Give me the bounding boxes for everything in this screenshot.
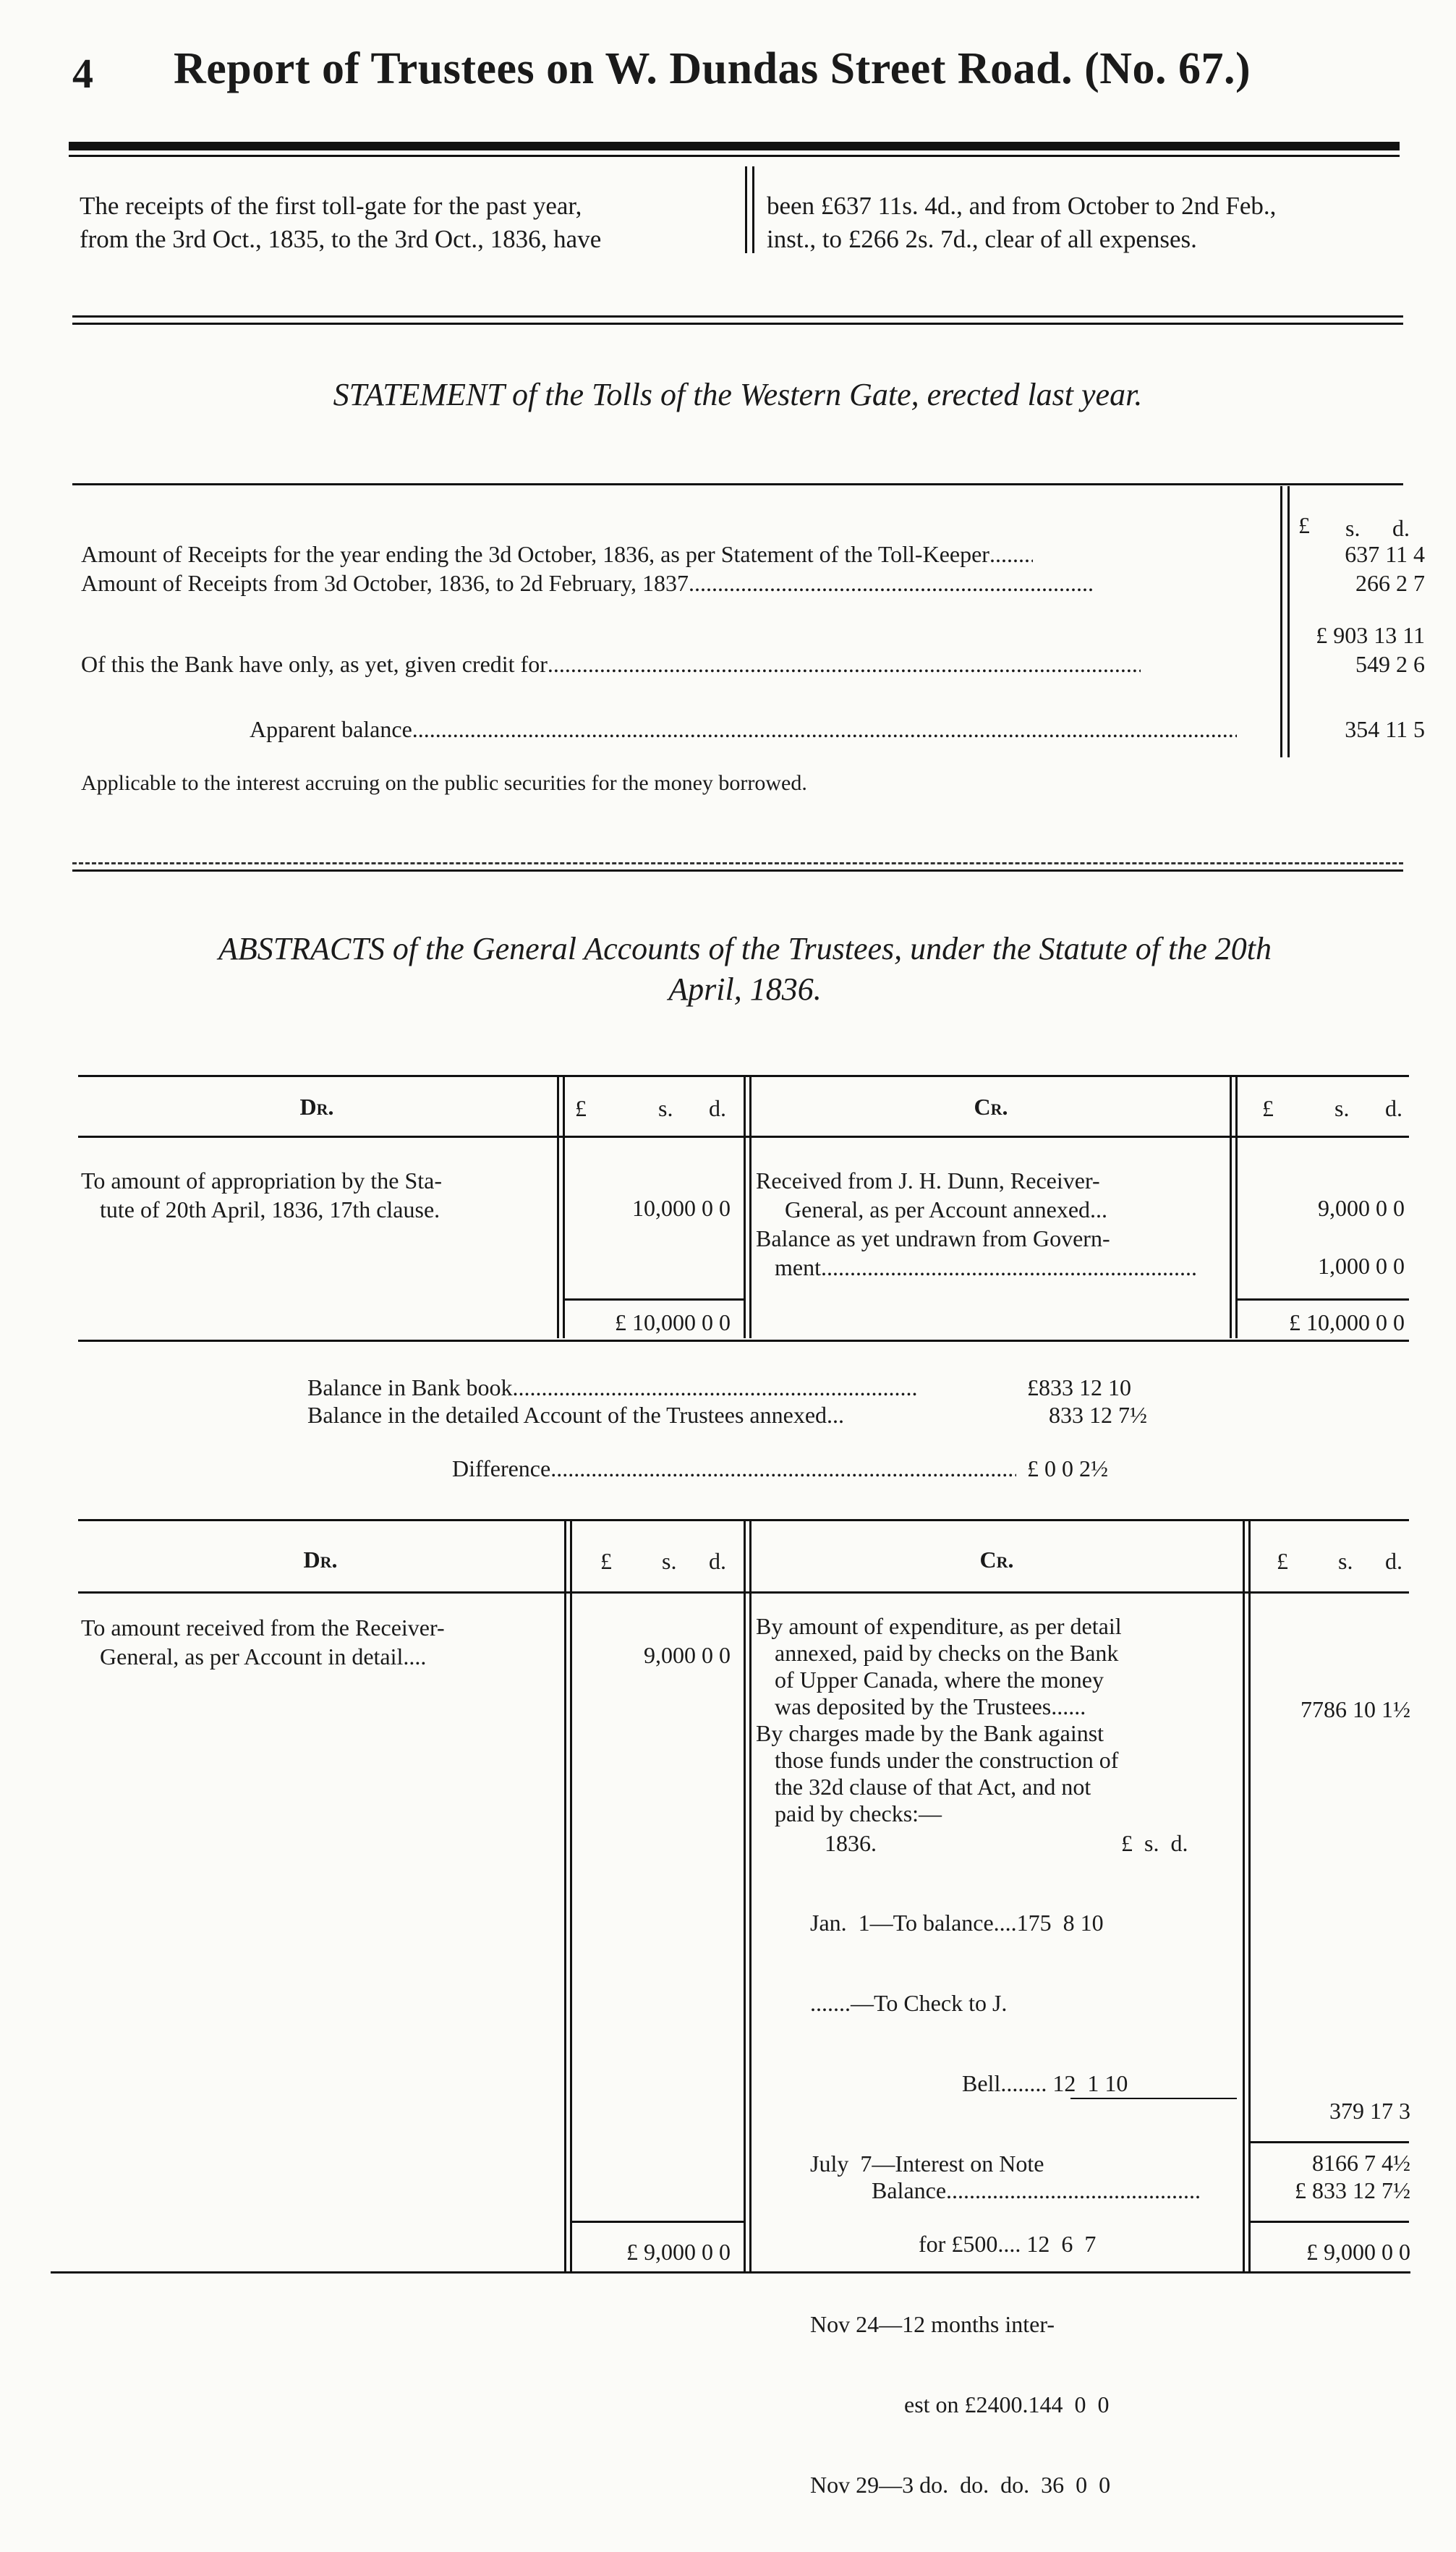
page-number: 4 bbox=[72, 50, 93, 97]
statement-row-2 bbox=[81, 570, 1274, 597]
statement-end-rule bbox=[72, 869, 1403, 872]
table2-total-rule bbox=[571, 2221, 745, 2223]
table2-cr-line: the 32d clause of that Act, and not bbox=[775, 1774, 1091, 1800]
statement-row-label: Amount of Receipts from 3d October, 1836, to 2d February, 1837 bbox=[81, 570, 689, 596]
table1-shillings-header: s. bbox=[658, 1095, 673, 1121]
bank-line-2: Balance in the detailed Account of the Trustees annexed... bbox=[307, 1402, 845, 1428]
header-rule-thin bbox=[69, 155, 1400, 157]
table2-pounds-header: £ bbox=[600, 1548, 612, 1574]
table2-divider bbox=[749, 1519, 752, 2271]
table2-dr-total: £ 9,000 0 0 bbox=[626, 2239, 731, 2265]
statement-total: £ 903 13 11 bbox=[1316, 622, 1425, 648]
table2-cr-sum: 8166 7 4½ bbox=[1312, 2150, 1410, 2176]
table2-dr-line: To amount received from the Receiver- bbox=[81, 1615, 445, 1641]
table1-dr-line: tute of 20th April, 1836, 17th clause. bbox=[100, 1196, 440, 1222]
table2-bottom-rule bbox=[51, 2271, 1410, 2274]
table1-cr-line: Balance as yet undrawn from Govern- bbox=[756, 1225, 1110, 1251]
table2-cr-total: £ 9,000 0 0 bbox=[1306, 2239, 1410, 2265]
statement-balance bbox=[250, 716, 1277, 743]
bank-line-value: £833 12 10 bbox=[1027, 1374, 1131, 1400]
table2-divider bbox=[564, 1519, 566, 2271]
intro-right-line: inst., to £266 2s. 7d., clear of all expenses. bbox=[767, 225, 1197, 253]
table1-cr-pence-header: d. bbox=[1385, 1095, 1402, 1121]
table2-sub-line: Nov 29—3 do. do. do. 36 0 0 bbox=[810, 2472, 1111, 2498]
statement-rule bbox=[72, 483, 1403, 485]
table2-cr-line: By amount of expenditure, as per detail bbox=[756, 1613, 1122, 1639]
table2-sub-rule bbox=[1070, 2098, 1237, 2099]
intro-right-line: been £637 11s. 4d., and from October to 2nd Feb., bbox=[767, 192, 1277, 220]
table1-cr-line: Received from J. H. Dunn, Receiver- bbox=[756, 1167, 1100, 1194]
table2-cr-pence-header: d. bbox=[1385, 1548, 1402, 1574]
table2-cr-line: paid by checks:— bbox=[775, 1800, 942, 1826]
table2-sub-line: Jan. 1—To balance....175 8 10 bbox=[810, 1910, 1104, 1936]
table1-cr-line-text: ment bbox=[775, 1254, 821, 1280]
statement-end-rule bbox=[72, 862, 1403, 864]
abstracts-title-line: April, 1836. bbox=[668, 971, 822, 1007]
table1-divider bbox=[557, 1075, 559, 1338]
table2-cr-line: was deposited by the Trustees...... bbox=[775, 1693, 1086, 1719]
table2-sub-line: .......—To Check to J. bbox=[810, 1990, 1008, 2016]
table1-cr-value: 1,000 0 0 bbox=[1318, 1253, 1405, 1279]
table2-balance-value: £ 833 12 7½ bbox=[1295, 2177, 1410, 2203]
table2-cr-pounds-header: £ bbox=[1277, 1548, 1288, 1574]
bank-difference bbox=[452, 1455, 1016, 1482]
intro-left bbox=[80, 190, 731, 256]
section-rule bbox=[72, 323, 1403, 325]
statement-row-1 bbox=[81, 541, 1274, 568]
table2-cr-line: annexed, paid by checks on the Bank bbox=[775, 1640, 1119, 1666]
abstracts-title-line: ABSTRACTS of the General Accounts of the Trustees, under the Statute of the 20th bbox=[218, 931, 1272, 966]
table2-sub-line: Bell........ 12 1 10 bbox=[962, 2070, 1128, 2096]
table2-cr-value: 379 17 3 bbox=[1329, 2098, 1410, 2124]
table2-balance bbox=[872, 2177, 1199, 2204]
table2-cr-line: those funds under the construction of bbox=[775, 1747, 1119, 1773]
page-title: Report of Trustees on W. Dundas Street Road. (No. 67.) bbox=[174, 44, 1251, 93]
intro-left-line: The receipts of the first toll-gate for the past year, bbox=[80, 192, 582, 220]
table2-divider bbox=[570, 1519, 572, 2271]
statement-shillings-header: s. bbox=[1345, 515, 1361, 541]
table2-cr-line: By charges made by the Bank against bbox=[756, 1720, 1104, 1746]
table1-dr-total: £ 10,000 0 0 bbox=[615, 1309, 731, 1335]
table2-cr-shillings-header: s. bbox=[1338, 1548, 1353, 1574]
statement-row-label: Amount of Receipts for the year ending the 3d October, 1836, as per Statement of the Toll-Keeper bbox=[81, 541, 989, 567]
table2-sum-rule bbox=[1250, 2141, 1409, 2143]
table2-dr-line: General, as per Account in detail.... bbox=[100, 1643, 427, 1670]
table2-sub-line: Nov 24—12 months inter- bbox=[810, 2311, 1055, 2337]
table2-divider bbox=[1243, 1519, 1245, 2271]
statement-row-value: 549 2 6 bbox=[1355, 651, 1425, 677]
table2-sub-account bbox=[810, 1856, 1128, 2552]
statement-title: STATEMENT of the Tolls of the Western Gate, erected last year. bbox=[333, 377, 1143, 412]
table2-sub-line: est on £2400.144 0 0 bbox=[904, 2391, 1110, 2417]
table1-cr-header: Cr. bbox=[974, 1094, 1008, 1120]
table2-cr-value: 7786 10 1½ bbox=[1300, 1696, 1410, 1722]
bank-difference-label: Difference... bbox=[452, 1455, 569, 1481]
table1-cr-line: General, as per Account annexed... bbox=[785, 1196, 1108, 1222]
table1-sum-rule bbox=[564, 1298, 745, 1301]
table1-cr-value: 9,000 0 0 bbox=[1318, 1195, 1405, 1221]
statement-row-value: 637 11 4 bbox=[1345, 541, 1425, 567]
statement-note: Applicable to the interest accruing on the public securities for the money borrowed. bbox=[81, 771, 807, 795]
table2-dr-text bbox=[81, 1613, 445, 1671]
table2-shillings-header: s. bbox=[662, 1548, 677, 1574]
table2-sub-year: 1836. bbox=[825, 1830, 877, 1856]
statement-pounds-header: £ bbox=[1298, 512, 1310, 538]
table1-cr-total: £ 10,000 0 0 bbox=[1289, 1309, 1405, 1335]
header-rule bbox=[69, 142, 1400, 150]
table1-divider bbox=[1230, 1075, 1232, 1338]
table2-total-rule bbox=[1250, 2221, 1409, 2223]
table1-sum-rule bbox=[1237, 1298, 1409, 1301]
bank-line-value: 833 12 7½ bbox=[1049, 1402, 1147, 1428]
abstracts-title bbox=[72, 929, 1418, 1010]
statement-pence-header: d. bbox=[1392, 515, 1410, 541]
intro-right bbox=[767, 190, 1418, 256]
bank-difference-value: £ 0 0 2½ bbox=[1027, 1455, 1108, 1481]
table1-cr-text bbox=[756, 1166, 1197, 1282]
table2-balance-label: Balance bbox=[872, 2177, 947, 2203]
table2-dr-header: Dr. bbox=[303, 1547, 338, 1573]
table1-bottom-rule bbox=[78, 1340, 1409, 1342]
table1-dr-line: To amount of appropriation by the Sta- bbox=[81, 1167, 442, 1194]
table2-sub-line: July 7—Interest on Note bbox=[810, 2151, 1044, 2177]
statement-row-label: Of this the Bank have only, as yet, given credit for bbox=[81, 651, 548, 677]
bank-line-label: Balance in Bank book bbox=[307, 1374, 513, 1400]
table1-cr-pounds-header: £ bbox=[1262, 1095, 1274, 1121]
table2-pence-header: d. bbox=[709, 1548, 726, 1574]
table2-dr-value: 9,000 0 0 bbox=[644, 1642, 731, 1668]
statement-row-value: 266 2 7 bbox=[1355, 570, 1425, 596]
table1-pence-header: d. bbox=[709, 1095, 726, 1121]
intro-divider bbox=[752, 166, 754, 253]
statement-balance-label: Apparent balance bbox=[250, 716, 412, 742]
bank-line-1 bbox=[307, 1374, 917, 1401]
table2-cr-line: of Upper Canada, where the money bbox=[775, 1667, 1104, 1693]
table1-cr-shillings-header: s. bbox=[1334, 1095, 1350, 1121]
table1-cr-line bbox=[756, 1253, 1197, 1282]
table2-cr-text bbox=[756, 1613, 1122, 1827]
section-rule bbox=[72, 315, 1403, 318]
statement-row-3 bbox=[81, 651, 1274, 678]
table2-cr-header: Cr. bbox=[979, 1547, 1014, 1573]
table2-sub-cols: £ s. d. bbox=[1121, 1830, 1188, 1856]
table1-pounds-header: £ bbox=[575, 1095, 587, 1121]
table1-divider bbox=[749, 1075, 752, 1338]
table1-dr-header: Dr. bbox=[299, 1094, 334, 1120]
table1-dr-text bbox=[81, 1166, 442, 1224]
intro-divider bbox=[745, 166, 747, 253]
intro-left-line: from the 3rd Oct., 1835, to the 3rd Oct., 1836, have bbox=[80, 225, 602, 253]
table2-divider bbox=[744, 1519, 746, 2271]
table1-dr-value: 10,000 0 0 bbox=[632, 1195, 731, 1221]
table2-sub-line: for £500.... 12 6 7 bbox=[919, 2231, 1097, 2257]
statement-balance-value: 354 11 5 bbox=[1345, 716, 1425, 742]
